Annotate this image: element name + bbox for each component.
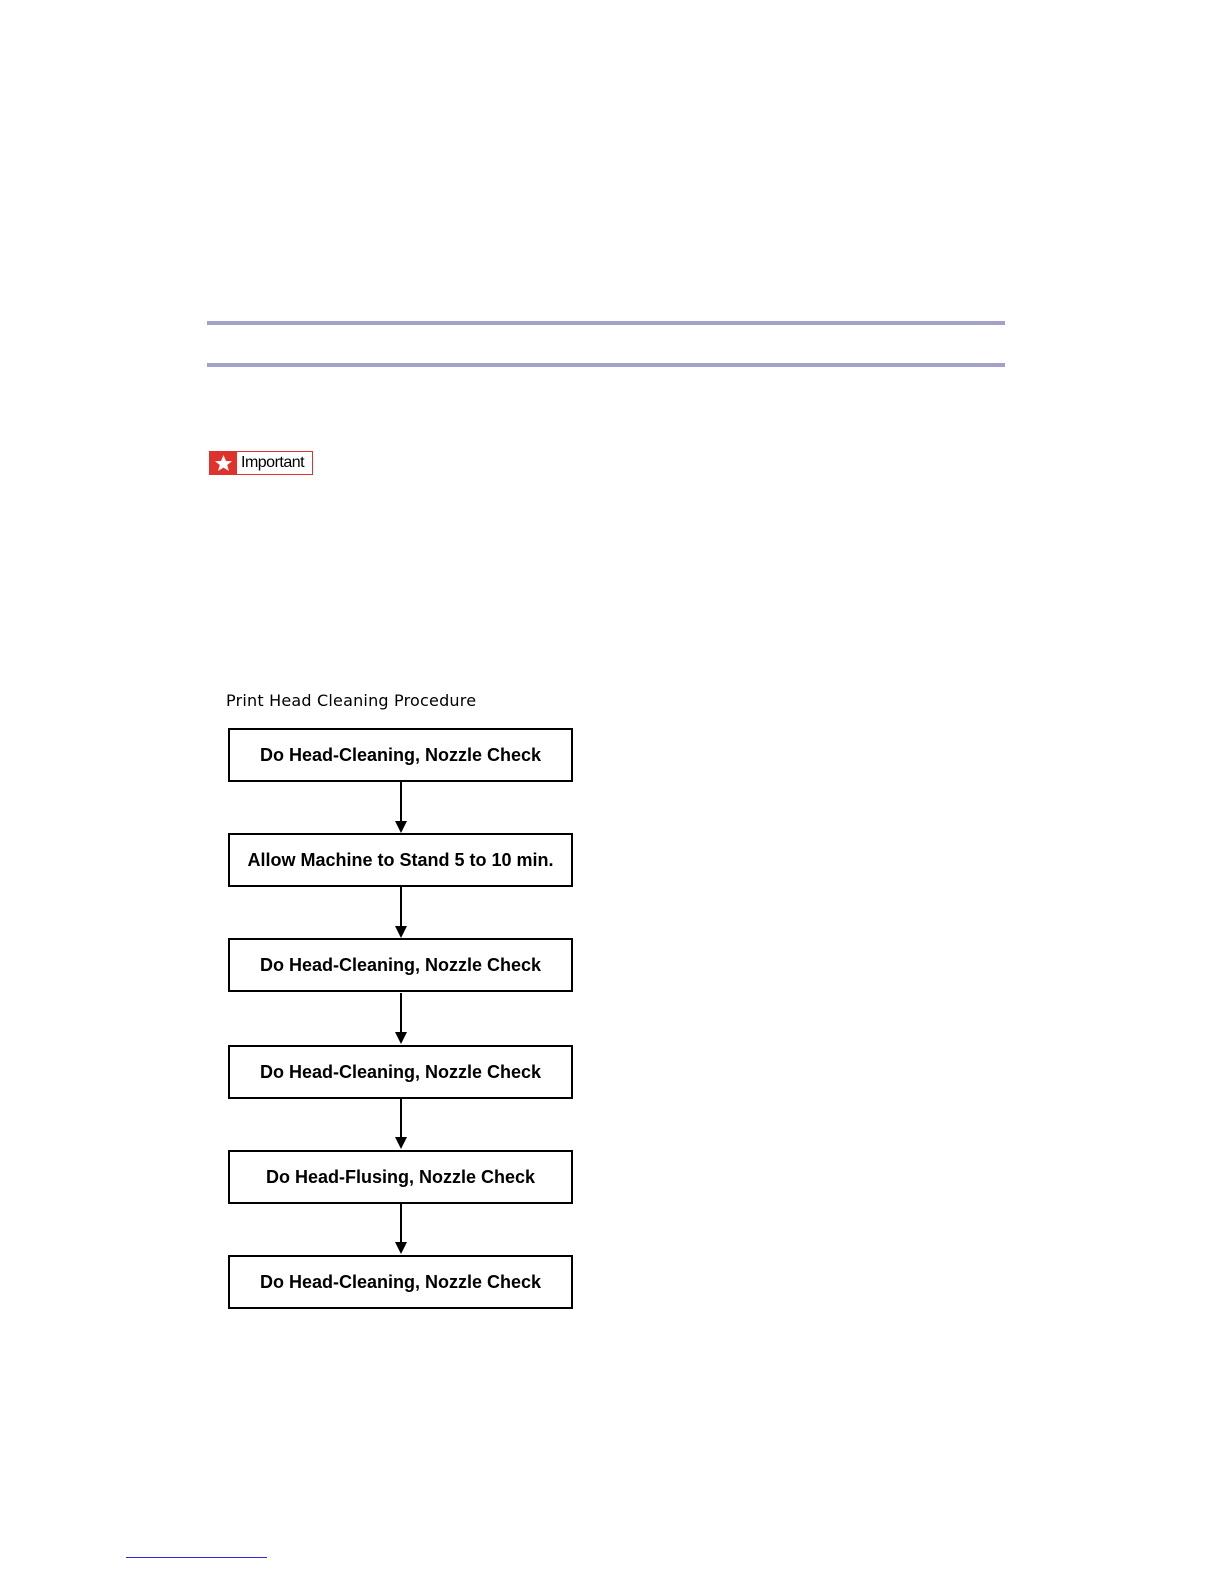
arrow-down-icon (393, 887, 409, 939)
section-rule-bottom (207, 363, 1005, 367)
arrow-down-icon (393, 1203, 409, 1255)
important-badge (209, 451, 313, 475)
step-5-box: Do Head-Flusing, Nozzle Check (228, 1150, 573, 1204)
important-label: Important (241, 454, 305, 471)
procedure-title: Print Head Cleaning Procedure (226, 691, 477, 710)
step-6-box: Do Head-Cleaning, Nozzle Check (228, 1255, 573, 1309)
arrow-down-icon (393, 782, 409, 834)
step-4-box: Do Head-Cleaning, Nozzle Check (228, 1045, 573, 1099)
star-icon (210, 452, 237, 474)
step-3-box: Do Head-Cleaning, Nozzle Check (228, 938, 573, 992)
section-rule-top (207, 321, 1005, 325)
step-1-box: Do Head-Cleaning, Nozzle Check (228, 728, 573, 782)
arrow-down-icon (393, 1098, 409, 1150)
footer-link-line (126, 1557, 267, 1558)
arrow-down-icon (393, 993, 409, 1045)
step-2-box: Allow Machine to Stand 5 to 10 min. (228, 833, 573, 887)
